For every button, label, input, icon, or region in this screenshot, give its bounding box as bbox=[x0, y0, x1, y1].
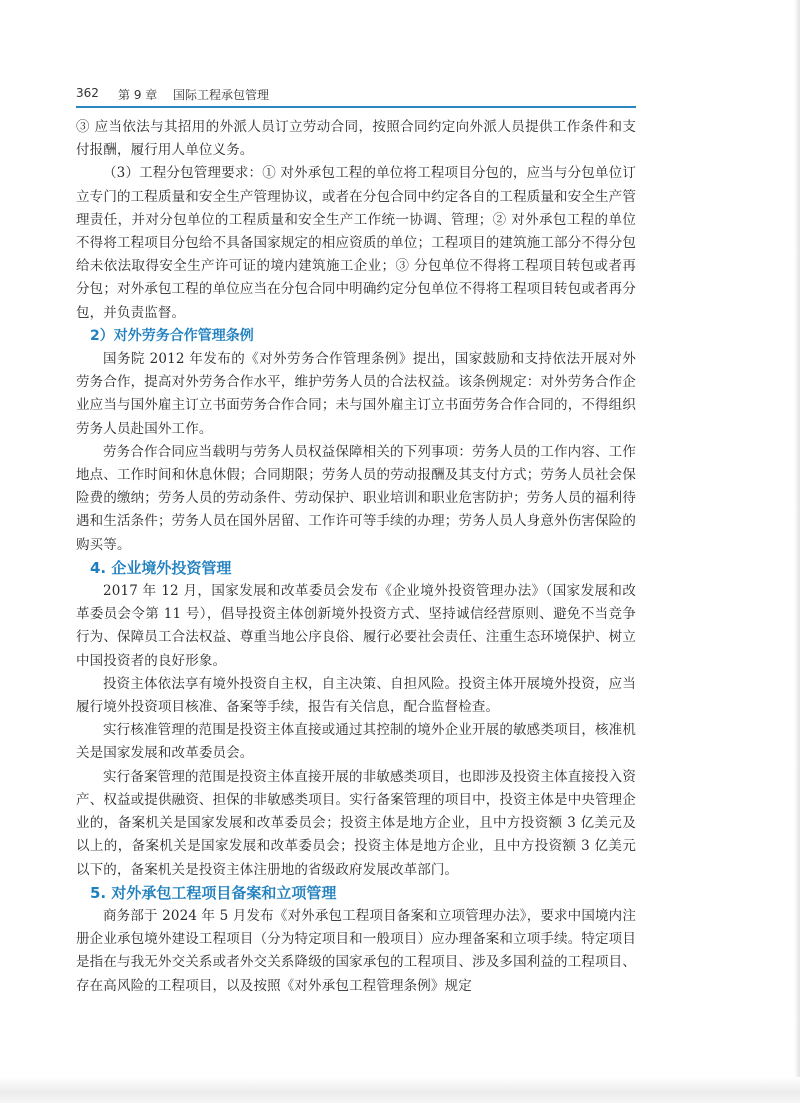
page-body bbox=[76, 116, 636, 998]
paragraph-investment-4: 实行备案管理的范围是投资主体直接开展的非敏感类项目，也即涉及投资主体直接投入资产、权益或提供融资、担保的非敏感类项目。实行备案管理的项目中，投资主体是中央管理企业的，备案机关是国家发展和改革委员会；投资主体是地方企业，且中方投资额 3 亿美元及以上的，备案机关是国家发展和改革委员会；投资主体是地方企业，且中方投资额 3 亿美元以下的，备案机关是投资主体注册地的省级政府发展改革部门。 bbox=[76, 768, 636, 878]
paragraph-investment-3: 实行核准管理的范围是投资主体直接或通过其控制的境外企业开展的敏感类项目，核准机关是国家发展和改革委员会。 bbox=[76, 722, 636, 762]
chapter-title: 国际工程承包管理 bbox=[173, 88, 270, 102]
paragraph-filing-1: 商务部于 2024 年 5 月发布《对外承包工程项目备案和立项管理办法》，要求中国境内注册企业承包境外建设工程项目（分为特定项目和一般项目）应办理备案和立项手续。特定项目是指在与我无外交关系或者外交关系降级的国家承包的工程项目、涉及多国利益的工程项目、存在高风险的工程项目，以及按照《对外承包工程管理条例》规定 bbox=[76, 907, 636, 994]
paragraph-labor-2: 劳务合作合同应当载明与劳务人员权益保障相关的下列事项：劳务人员的工作内容、工作地点、工作时间和休息休假；合同期限；劳务人员的劳动报酬及其支付方式；劳务人员社会保险费的缴纳；劳务人员的劳动条件、劳动保护、职业培训和职业危害防护；劳务人员的福利待遇和生活条件；劳务人员在国外居留、工作许可等手续的办理；劳务人员人身意外伤害保险的购买等。 bbox=[76, 443, 636, 553]
paragraph-labor-1: 国务院 2012 年发布的《对外劳务合作管理条例》提出，国家鼓励和支持依法开展对外劳务合作，提高对外劳务合作水平，维护劳务人员的合法权益。该条例规定：对外劳务合作企业应当与国外雇主订立书面劳务合作合同；未与国外雇主订立书面劳务合作合同的，不得组织劳务人员赴国外工作。 bbox=[76, 351, 636, 437]
scan-edge-right bbox=[794, 0, 800, 1103]
heading-project-filing: 5. 对外承包工程项目备案和立项管理 bbox=[90, 883, 337, 902]
chapter-label: 第 9 章 bbox=[118, 88, 158, 102]
scan-edge-bottom bbox=[0, 1077, 800, 1103]
paragraph-subcontract-requirements: （3）工程分包管理要求：① 对外承包工程的单位将工程项目分包的，应当与分包单位订立专门的工程质量和安全生产管理协议，或者在分包合同中约定各自的工程质量和安全生产管理责任，并对分包单位的工程质量和安全生产工作统一协调、管理；② 对外承包工程的单位不得将工程项目分包给不具备国家规定的相应资质的单位；工程项目的建筑施工部分不得分包给未依法取得安全生产许可证的境内建筑施工企业；③ 分包单位不得将工程项目转包或者再分包；对外承包工程的单位应当在分包合同中明确约定分包单位不得将工程项目转包或者再分包，并负责监督。 bbox=[76, 165, 636, 321]
page-number: 362 bbox=[76, 86, 99, 100]
heading-overseas-investment: 4. 企业境外投资管理 bbox=[90, 558, 232, 577]
paragraph-investment-1: 2017 年 12 月，国家发展和改革委员会发布《企业境外投资管理办法》（国家发展和改革委员会令第 11 号），倡导投资主体创新境外投资方式、坚持诚信经营原则、避免不当竞争行为、保障员工合法权益、尊重当地公序良俗、履行必要社会责任、注重生态环境保护、树立中国投资者的良好形象。 bbox=[76, 583, 636, 669]
paragraph-investment-2: 投资主体依法享有境外投资自主权，自主决策、自担风险。投资主体开展境外投资，应当履行境外投资项目核准、备案等手续，报告有关信息，配合监督检查。 bbox=[76, 675, 636, 716]
running-header bbox=[76, 84, 636, 104]
heading-labor-regulation: 2）对外劳务合作管理条例 bbox=[90, 327, 254, 344]
paragraph-item-3: ③ 应当依法与其招用的外派人员订立劳动合同，按照合同约定向外派人员提供工作条件和支付报酬，履行用人单位义务。 bbox=[76, 119, 636, 159]
header-rule bbox=[76, 106, 636, 108]
